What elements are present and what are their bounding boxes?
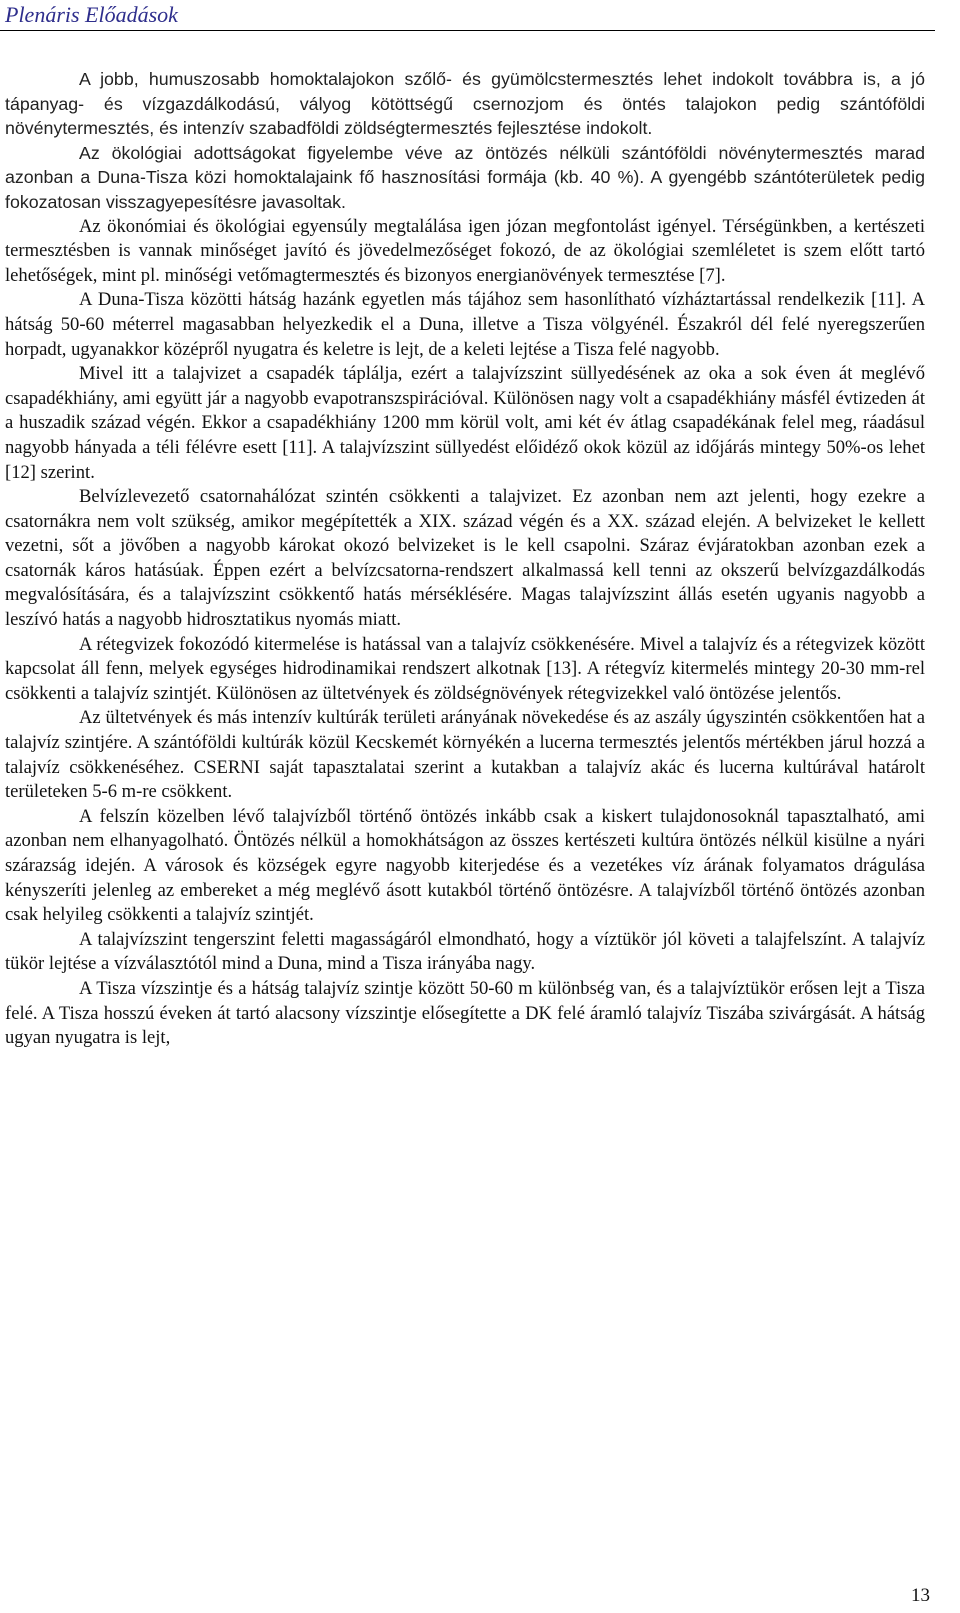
header-divider	[0, 30, 935, 31]
paragraph: A felszín közelben lévő talajvízből történő öntözés inkább csak a kiskert tulajdonosoknál tapasztalható, ami azonban nem elhanyagolható. Öntözés nélkül a homokhátságon az összes kertészeti kultúra öntözés nélkül kisülne a nyári szárazság idején. A városok és községek egyre nagyobb kiterjedése és a vezetékes víz árának folyamatos drágulása kényszeríti jelenleg az embereket a még meglévő ásott kutakból történő öntözésre. A talajvízből történő öntözés azonban csak helyileg csökkenti a talajvíz szintjét.	[5, 805, 925, 926]
paragraph: A rétegvizek fokozódó kitermelése is hatással van a talajvíz csökkenésére. Mivel a talajvíz és a rétegvizek között kapcsolat áll fenn, melyek egységes hidrodinamikai rendszert alkotnak [13]. A rétegvíz kitermelés mintegy 20-30 mm-rel csökkenti a talajvíz szintjét. Különösen az ültetvények és zöldségnövények rétegvizekkel való öntözése jelentős.	[5, 633, 925, 704]
running-header: Plenáris Előadások	[5, 2, 178, 27]
paragraph: Az ökológiai adottságokat figyelembe véve az öntözés nélküli szántóföldi növénytermesztés marad azonban a Duna-Tisza közi homoktalajaink fő hasznosítási formája (kb. 40 %). A gyengébb szántóterületek pedig fokozatosan visszagyepesítésre javasoltak.	[5, 142, 925, 212]
paragraph: Az ökonómiai és ökológiai egyensúly megtalálása igen józan megfontolást igényel. Térségünkben, a kertészeti termesztésben is vannak minőséget javító és jövedelmezőséget fokozó, de az ökológiai szemléletet is szem előtt tartó lehetőségek, mint pl. minőségi vetőmagtermesztés és bizonyos energianövények termesztése [7].	[5, 215, 925, 286]
body-text	[5, 67, 925, 1051]
paragraph: A talajvízszint tengerszint feletti magasságáról elmondható, hogy a víztükör jól követi a talajfelszínt. A talajvíz tükör lejtése a vízválasztótól mind a Duna, mind a Tisza irányába nagy.	[5, 928, 925, 975]
page-number: 13	[911, 1585, 930, 1606]
paragraph: A Duna-Tisza közötti hátság hazánk egyetlen más tájához sem hasonlítható vízháztartással rendelkezik [11]. A hátság 50-60 méterrel magasabban helyezkedik el a Duna, illetve a Tisza völgyénél. Északról dél felé nyeregszerűen horpadt, ugyanakkor középről nyugatra és keletre is lejt, de a keleti lejtése a Tisza felé nagyobb.	[5, 289, 925, 360]
paragraph: A Tisza vízszintje és a hátság talajvíz szintje között 50-60 m különbség van, és a talajvíztükör erősen lejt a Tisza felé. A Tisza hosszú éveken át tartó alacsony vízszintje elősegítette a DK felé áramló talajvíz Tiszába szivárgását. A hátság ugyan nyugatra is lejt,	[5, 977, 925, 1049]
paragraph: A jobb, humuszosabb homoktalajokon szőlő- és gyümölcstermesztés lehet indokolt továbbra is, a jó tápanyag- és vízgazdálkodású, vályog kötöttségű csernozjom és öntés talajokon pedig szántóföldi növénytermesztés, és intenzív szabadföldi zöldségtermesztés fejlesztése indokolt.	[5, 69, 925, 139]
paragraph: Belvízlevezető csatornahálózat szintén csökkenti a talajvizet. Ez azonban nem azt jelenti, hogy ezekre a csatornákra nem volt szükség, amikor megépítették a XIX. század végén és a XX. század elején. A belvizeket le kellett vezetni, sőt a jövőben a nagyobb károkat okozó belvizeket is le kell csapolni. Száraz évjáratokban azonban ezek a csatornák káros hatásúak. Éppen ezért a belvízcsatorna-rendszert alkalmassá kell tenni az okszerű belvízgazdálkodás megvalósítására, és a talajvízszint csökkentő hatás mérséklésére. Magas talajvízszint állás esetén ugyanis nagyobb a leszívó hatás a nagyobb hidrosztatikus nyomás miatt.	[5, 486, 925, 631]
paragraph: Az ültetvények és más intenzív kultúrák területi arányának növekedése és az aszály úgyszintén csökkentően hat a talajvíz szintjére. A szántóföldi kultúrák közül Kecskemét környékén a lucerna termesztés jelentős mértékben járul hozzá a talajvíz csökkenéséhez. CSERNI saját tapasztalatai szerint a kutakban a talajvíz akác és lucerna kultúrával határolt területeken 5-6 m-re csökkent.	[5, 707, 925, 803]
paragraph: Mivel itt a talajvizet a csapadék táplálja, ezért a talajvízszint süllyedésének az oka a sok éven át meglévő csapadékhiány, ami együtt jár a nagyobb evapotranszspirációval. Különösen nagy volt a csapadékhiány másfél évtizeden át a huszadik század végén. Ekkor a csapadékhiány 1200 mm körül volt, ami két év átlag csapadékának felel meg, ráadásul nagyobb hányada a téli félévre esett [11]. A talajvízszint süllyedést előidéző okok közül az időjárás mintegy 50%-os lehet [12] szerint.	[5, 363, 925, 483]
